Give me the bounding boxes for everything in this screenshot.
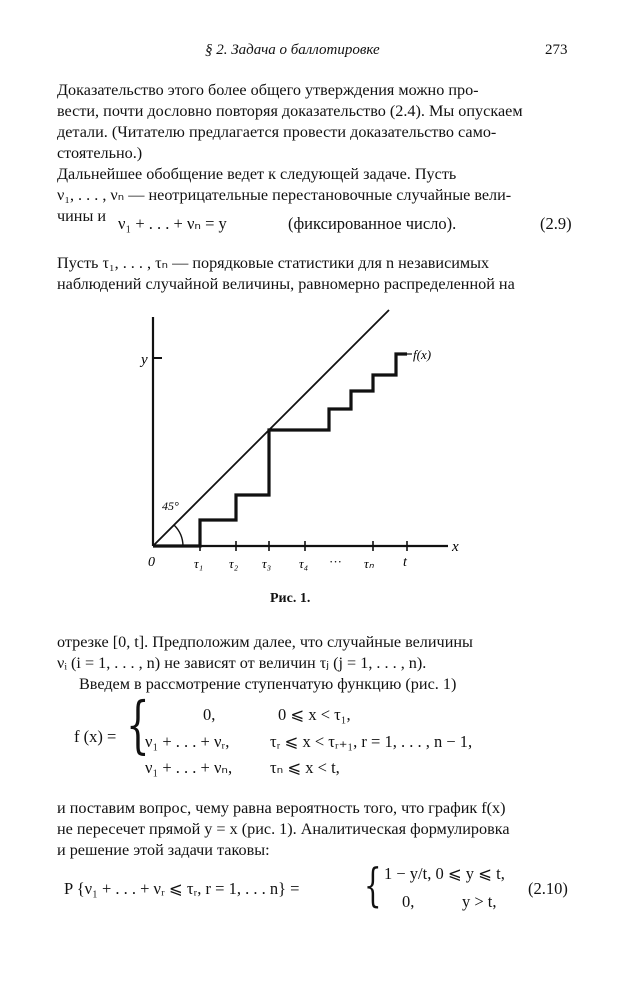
diagonal-line [153,310,389,546]
fx-case3-value: ν₁ + . . . + νₙ, [145,758,233,777]
step-function [153,354,407,546]
angle-label: 45° [162,499,179,513]
equation-2-10-lhs: P {ν₁ + . . . + νᵣ ⩽ τᵣ, r = 1, . . . n} = [64,879,300,898]
equation-2-10-case2-value: 0, [402,892,415,911]
text-line: νᵢ (i = 1, . . . , n) не зависят от величин τⱼ (j = 1, . . . , n). [57,654,427,672]
text-line: отрезке [0, t]. Предположим далее, что случайные величины [57,633,473,651]
right-brace: { [364,858,382,912]
page-header [0,42,621,64]
page-number: 273 [545,42,568,58]
equation-2-10-label: (2.10) [528,879,568,898]
paragraph-6 [57,798,577,861]
text-line: стоятельно.) [57,144,143,162]
text-line: вести, почти дословно повторяя доказательство (2.4). Мы опускаем [57,102,523,120]
function-label: f(x) [413,347,432,362]
fx-case2-value: ν₁ + . . . + νᵣ, [145,732,230,751]
text-line: Пусть τ₁, . . . , τₙ — порядковые статистики для n независимых [57,254,490,272]
equation-2-10-case1: 1 − y/t, 0 ⩽ y ⩽ t, [384,864,505,883]
text-line: не пересечет прямой y = x (рис. 1). Аналитическая формулировка [57,820,510,838]
fx-lhs: f (x) = [74,727,117,746]
equation-2-10-case2-condition: y > t, [462,892,497,911]
text-line: Дальнейшее обобщение ведет к следующей задаче. Пусть [57,165,457,183]
paragraph-4 [57,632,577,674]
tick-label-tau3: τ₃ [262,556,272,571]
tick-label-taun: τₙ [364,556,374,571]
text-line: наблюдений случайной величины, равномерно распределенной на [57,275,515,293]
tick-label-tau4: τ₄ [299,556,309,571]
figure-1 [120,305,480,580]
paragraph-5 [79,674,577,695]
text-line: Доказательство этого более общего утверждения можно про- [57,81,479,99]
equation-2-9-lhs: ν₁ + . . . + νₙ = y [118,214,227,233]
text-line: и поставим вопрос, чему равна вероятность того, что график f(x) [57,799,506,817]
tick-label-tau2: τ₂ [229,556,239,571]
paragraph-1 [57,80,577,164]
paragraph-3 [57,253,577,295]
fx-case2-condition: τᵣ ⩽ x < τᵣ₊₁, r = 1, . . . , n − 1, [270,732,473,751]
text-line: чины и [57,207,107,225]
text-line: Введем в рассмотрение ступенчатую функцию (рис. 1) [79,675,457,693]
fx-case3-condition: τₙ ⩽ x < t, [270,758,340,777]
fx-case1-value: 0, [203,705,216,724]
equation-2-9-label: (2.9) [540,214,572,233]
equation-2-9-note: (фиксированное число). [288,214,457,233]
tick-label-t: t [403,555,407,570]
fx-case1-condition: 0 ⩽ x < τ₁, [278,705,351,724]
angle-arc [174,525,183,546]
origin-label: 0 [148,555,155,570]
figure-caption: Рис. 1. [270,591,311,606]
text-line: ν₁, . . . , νₙ — неотрицательные перестановочные случайные вели- [57,186,512,204]
text-line: детали. (Читателю предлагается провести доказательство само- [57,123,497,141]
tick-label-ellipsis: ··· [329,554,342,569]
left-brace: { [126,688,150,761]
x-axis-label: x [452,539,459,555]
tick-label-tau1: τ₁ [194,556,204,571]
text-line: и решение этой задачи таковы: [57,841,270,859]
running-title: § 2. Задача о баллотировке [205,42,380,58]
y-axis-label: y [141,352,148,368]
